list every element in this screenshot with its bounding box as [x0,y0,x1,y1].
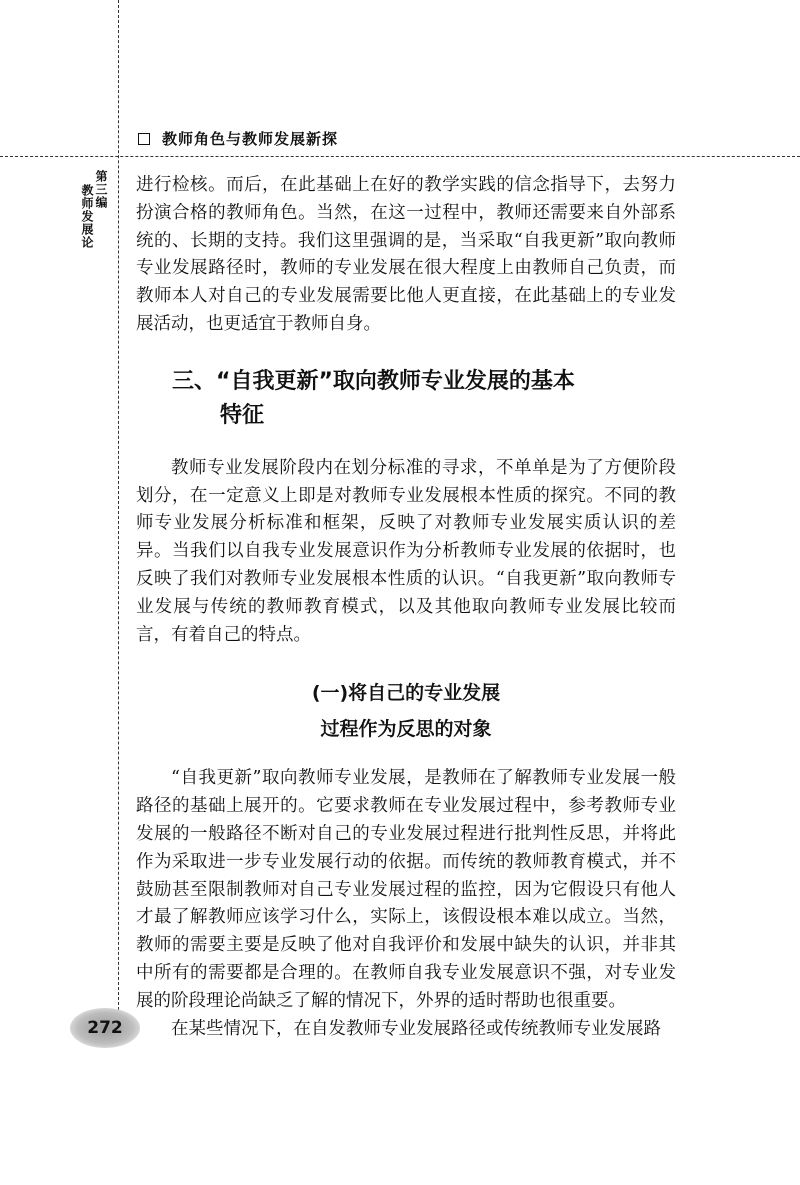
paragraph-4: 在某些情况下，在自发教师专业发展路径或传统教师专业发展路 [171,1018,661,1039]
paragraph-3: “自我更新”取向教师专业发展，是教师在了解教师专业发展一般路径的基础上展开的。它要求教师在专业发展过程中，参考教师专业发展的一般路径不断对自己的专业发展过程进行批判性反思，并将此作为采取进一步专业发展行动的依据。而传统的教师教育模式，并不鼓励甚至限制教师对自己专业发展过程的监控，因为它假设只有他人才最了解教师应该学习什么，实际上，该假设根本难以成立。当然，教师的需要主要是反映了他对自我评价和发展中缺失的认识，并非其中所有的需要都是合理的。在教师自我专业发展意识不强，对专业发展的阶段理论尚缺乏了解的情况下，外界的适时帮助也很重要。 [136,768,676,1011]
sub-heading-line1: (一)将自己的专业发展 [311,682,501,705]
sub-heading-line2: 过程作为反思的对象 [320,718,492,741]
page-content [136,172,676,1043]
section-heading [172,365,676,433]
square-icon [138,133,150,145]
part-number: 第三编 [94,170,108,209]
running-title: 教师角色与教师发展新探 [162,130,339,148]
part-title: 教师发展论 [80,184,94,249]
side-part-label [80,170,108,249]
horizontal-dashed-rule [0,156,800,157]
paragraph-2: 教师专业发展阶段内在划分标准的寻求，不单单是为了方便阶段划分，在一定意义上即是对教师专业发展根本性质的探究。不同的教师专业发展分析标准和框架，反映了对教师专业发展实质认识的差异。当我们以自我专业发展意识作为分析教师专业发展的依据时，也反映了我们对教师专业发展根本性质的认识。“自我更新”取向教师专业发展与传统的教师教育模式，以及其他取向教师专业发展比较而言，有着自己的特点。 [136,457,676,645]
section-heading-line1: 三、“自我更新”取向教师专业发展的基本 [172,368,575,394]
page-number: 272 [87,1018,123,1038]
page-number-badge [70,1008,140,1048]
sub-heading [136,675,676,747]
vertical-dashed-rule [118,0,119,1010]
running-header [138,128,338,149]
paragraph-1: 进行检核。而后，在此基础上在好的教学实践的信念指导下，去努力扮演合格的教师角色。当然，在这一过程中，教师还需要来自外部系统的、长期的支持。我们这里强调的是，当采取“自我更新”取向教师专业发展路径时，教师的专业发展在很大程度上由教师自己负责，而教师本人对自己的专业发展需要比他人更直接，在此基础上的专业发展活动，也更适宜于教师自身。 [136,175,676,334]
section-heading-line2: 特征 [220,402,265,428]
